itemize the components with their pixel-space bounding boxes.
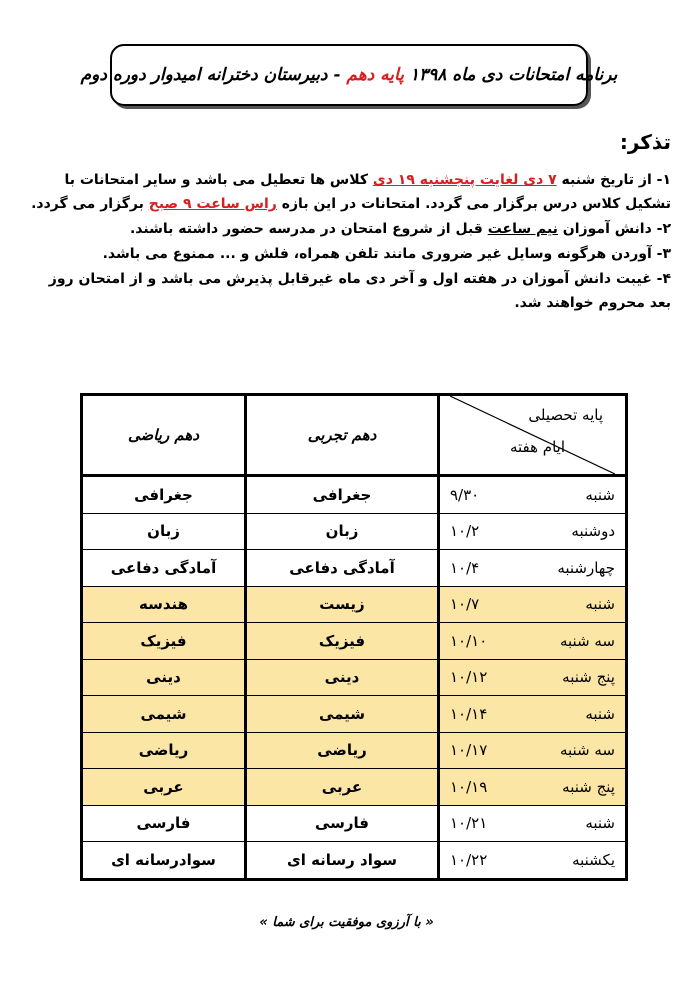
day-cell: پنج شنبه — [562, 668, 615, 687]
riazi-cell: زبان — [82, 513, 246, 550]
tajrobi-cell: زیست — [246, 586, 439, 623]
table-row-highlighted — [82, 732, 627, 769]
title-grade: پایه دهم — [346, 65, 404, 85]
tajrobi-cell: زبان — [246, 513, 439, 550]
title-part1: برنامه امتحانات دی ماه ۱۳۹۸ — [409, 65, 618, 85]
table-row — [82, 513, 627, 550]
date-cell: ۱۰/۲۲ — [450, 850, 488, 869]
reminder-heading: تذکر: — [619, 130, 671, 154]
corner-header — [439, 395, 627, 476]
riazi-cell: فارسی — [82, 805, 246, 842]
date-cell: ۱۰/۷ — [450, 595, 480, 614]
date-cell: ۱۰/۱۹ — [450, 777, 488, 796]
date-cell: ۹/۳۰ — [450, 485, 480, 504]
notes-list — [23, 168, 671, 316]
footer-wish: « با آرزوی موفقیت برای شما » — [259, 915, 434, 930]
table-row — [82, 476, 627, 514]
day-cell: سه شنبه — [559, 741, 615, 760]
riazi-cell: ریاضی — [82, 732, 246, 769]
day-cell: شنبه — [585, 704, 615, 723]
tajrobi-cell: عربی — [246, 769, 439, 806]
page-title — [81, 65, 618, 85]
table-row — [82, 842, 627, 880]
date-cell: ۱۰/۱۰ — [450, 631, 488, 650]
date-cell: ۱۰/۲۱ — [450, 814, 488, 833]
day-cell: پنج شنبه — [562, 777, 615, 796]
date-cell: ۱۰/۱۴ — [450, 704, 488, 723]
header-tajrobi: دهم تجربی — [246, 395, 439, 476]
table-row-highlighted — [82, 586, 627, 623]
tajrobi-cell: شیمی — [246, 696, 439, 733]
table-header-row — [82, 395, 627, 476]
tajrobi-cell: سواد رسانه ای — [246, 842, 439, 880]
day-cell: یکشنبه — [572, 850, 615, 869]
day-cell: سه شنبه — [559, 631, 615, 650]
exam-schedule-table — [80, 393, 628, 881]
table-row — [82, 550, 627, 587]
day-cell: شنبه — [585, 485, 615, 504]
title-school: - دبیرستان دخترانه امیدوار دوره دوم — [80, 65, 341, 85]
table-row-highlighted — [82, 659, 627, 696]
day-cell: دوشنبه — [571, 522, 615, 541]
table-row-highlighted — [82, 623, 627, 660]
day-cell: چهارشنبه — [557, 558, 615, 577]
corner-top-label: پایه تحصیلی — [528, 406, 603, 424]
table-row-highlighted — [82, 769, 627, 806]
date-cell: ۱۰/۴ — [450, 558, 480, 577]
tajrobi-cell: فارسی — [246, 805, 439, 842]
note-1-time: راس ساعت ۹ صبح — [148, 196, 277, 212]
date-cell: ۱۰/۱۷ — [450, 741, 488, 760]
tajrobi-cell: جغرافی — [246, 476, 439, 514]
note-1-dates: ۷ دی لغایت پنجشنبه ۱۹ دی — [372, 172, 557, 188]
riazi-cell: سوادرسانه ای — [82, 842, 246, 880]
tajrobi-cell: فیزیک — [246, 623, 439, 660]
riazi-cell: دینی — [82, 659, 246, 696]
note-2-underline: نیم ساعت — [487, 221, 558, 237]
corner-bottom-label: ایام هفته — [509, 438, 565, 456]
date-cell: ۱۰/۱۲ — [450, 668, 488, 687]
riazi-cell: عربی — [82, 769, 246, 806]
title-box — [80, 44, 618, 106]
tajrobi-cell: دینی — [246, 659, 439, 696]
day-cell: شنبه — [585, 814, 615, 833]
note-2: ۲- دانش آموزان نیم ساعت قبل از شروع امتحان در مدرسه حضور داشته باشند. — [129, 221, 671, 237]
riazi-cell: فیزیک — [82, 623, 246, 660]
tajrobi-cell: آمادگی دفاعی — [246, 550, 439, 587]
day-cell: شنبه — [585, 595, 615, 614]
riazi-cell: آمادگی دفاعی — [82, 550, 246, 587]
table-row-highlighted — [82, 696, 627, 733]
note-1: ۱- از تاریخ شنبه ۷ دی لغایت پنجشنبه ۱۹ دی کلاس ها تعطیل می باشد و سایر امتحانات با تشکیل کلاس درس برگزار می گردد. امتحانات در این بازه راس ساعت ۹ صبح برگزار می گردد. — [31, 172, 671, 212]
note-3: ۳- آوردن هرگونه وسایل غیر ضروری مانند تلفن همراه، فلش و ... ممنوع می باشد. — [102, 246, 671, 262]
header-riazi: دهم ریاضی — [82, 395, 246, 476]
tajrobi-cell: ریاضی — [246, 732, 439, 769]
riazi-cell: جغرافی — [82, 476, 246, 514]
note-4: ۴- غیبت دانش آموزان در هفته اول و آخر دی ماه غیرقابل پذیرش می باشد و از امتحان روز بعد محروم خواهند شد. — [48, 271, 671, 311]
riazi-cell: هندسه — [82, 586, 246, 623]
table-row — [82, 805, 627, 842]
date-cell: ۱۰/۲ — [450, 522, 480, 541]
riazi-cell: شیمی — [82, 696, 246, 733]
